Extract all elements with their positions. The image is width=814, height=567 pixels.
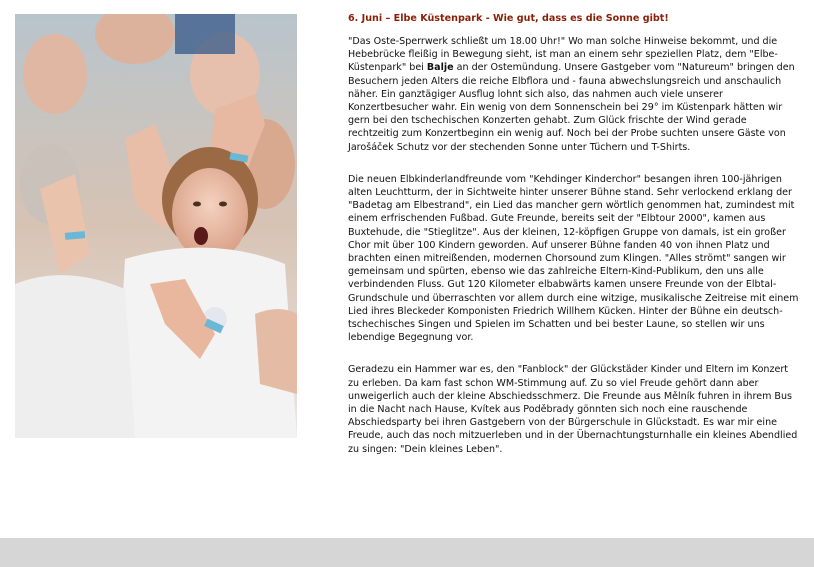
article-title: 6. Juni – Elbe Küstenpark - Wie gut, dass es die Sonne gibt!	[348, 13, 669, 24]
paragraph-1-text-end: an der Ostemündung. Unsere Gastgeber vom "Natureum" bringen den Besuchern jeden Alters die reiche Elbflora und - fauna abwechslungsreich und anschaulich näher. Ein ganztägiger Ausflug lohnt sich also, das nahmen auch viele unserer Konzertbesucher wahr. Ein wenig von dem Sonnenschein bei 29° im Küstenpark hätten wir gern bei den tschechischen Konzerten gehabt. Zum Glück frischte der Wind gerade rechtzeitig zum Konzertbeginn ein wenig auf. Noch bei der Probe suchten unsere Gäste von Jarošáček Schutz vor der stechenden Sonne unter Tüchern und T-Shirts.	[348, 62, 795, 153]
article-paragraph-3: Geradezu ein Hammer war es, den "Fanblock" der Glückstäder Kinder und Eltern im Konzert zu erleben. Da kam fast schon WM-Stimmung auf. Zu so viel Freude gehört dann aber unweigerlich auch der kleine Abschiedsschmerz. Die Freunde aus Mělník fuhren in ihrem Bus in die Nacht nach Hause, Kvítek aus Poděbrady gönnten sich noch eine rauschende Abschiedsparty bei ihren Gastgebern von der Bürgerschule in Glückstadt. Es war mir eine Freude, auch das noch mitzuerleben und in der Übernachtungsturnhalle ein kleines Abendlied zu singen: "Dein kleines Leben".	[348, 364, 798, 455]
bottom-gray-bar	[0, 538, 814, 567]
paragraph-1-text-start: "Das Oste-Sperrwerk schließt um 18.00 Uhr!" Wo man solche Hinweise bekommt, und die Hebebrücke fleißig in Bewegung sieht, ist man an einem sehr speziellen Platz, dem "Elbe-Küstenpark" bei	[348, 36, 778, 74]
article-paragraph-1	[348, 35, 800, 154]
bold-place-name: Balje	[426, 62, 454, 74]
article-paragraph-2: Die neuen Elbkinderlandfreunde vom "Kehdinger Kinderchor" besangen ihren 100-jährigen alten Leuchtturm, der in Sichtweite hinter unserer Bühne stand. Sehr verlockend erklang der "Badetag am Elbestrand", ein Lied das mancher gern wörtlich genommen hat, zumindest mit einem erfrischenden Fußbad. Gute Freunde, bereits seit der "Elbtour 2000", kamen aus Buxtehude, die "Stieglitze". Aus der kleinen, 12-köpfigen Gruppe von damals, ist ein großer Chor mit über 100 Kindern geworden. Auf unserer Bühne fanden 40 von ihnen Platz und brachten einen mitreißenden, modernen Chorsound zum Klingen. "Alles strömt" sangen wir gemeinsam und spürten, ebenso wie das zahlreiche Eltern-Kind-Publikum, den uns alle verbindenden Fluss. Gut 120 Kilometer elbabwärts kamen unsere Freunde von der Elbtal-Grundschule und überraschten vor allem durch eine witzige, musikalische Zeitreise mit einem Lied ihres Bleckeder Komponisten Friedrich Willhem Kücken. Hinter der Bühne ein deutsch-tschechisches Singen und Spielen im Schatten und bei bester Laune, so stellen wir uns lebendige Begegnung vor.	[348, 173, 799, 344]
article	[348, 12, 800, 475]
photo-illustration	[15, 14, 297, 438]
choir-children-photo	[15, 14, 297, 438]
